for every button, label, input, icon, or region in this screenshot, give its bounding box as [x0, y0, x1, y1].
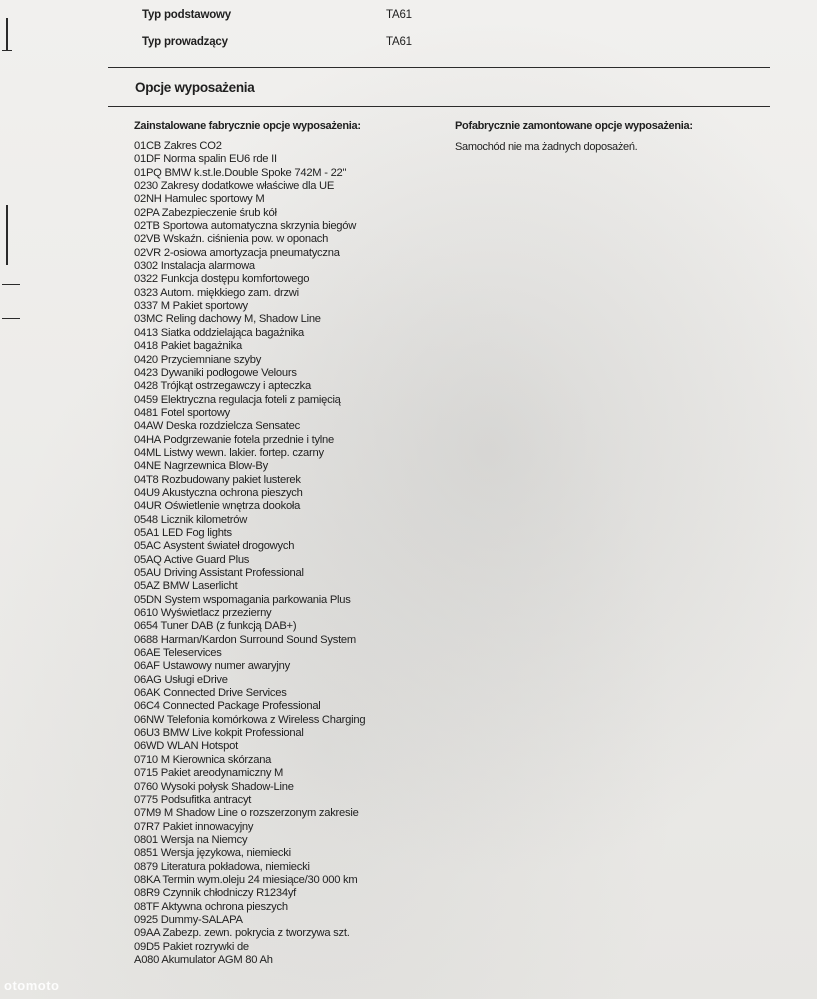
- option-code: 04AW: [134, 420, 164, 433]
- option-code: 0879: [134, 860, 158, 873]
- option-code: 08KA: [134, 873, 160, 886]
- option-item: [134, 781, 434, 794]
- option-code: 03MC: [134, 313, 163, 326]
- option-code: 0302: [134, 260, 158, 273]
- option-item: [134, 167, 434, 180]
- option-description: Deska rozdzielcza Sensatec: [165, 420, 300, 433]
- option-description: Podgrzewanie fotela przednie i tylne: [163, 433, 334, 446]
- option-item: [134, 233, 434, 246]
- option-description: Wskaźn. ciśnienia pow. w oponach: [163, 233, 329, 246]
- option-description: 2-osiowa amortyzacja pneumatyczna: [163, 246, 340, 259]
- option-code: 05AZ: [134, 580, 160, 593]
- option-code: 02TB: [134, 220, 160, 233]
- option-code: 0337: [134, 300, 158, 313]
- option-item: [134, 514, 434, 527]
- option-item: [134, 287, 434, 300]
- option-code: 05AC: [134, 540, 161, 553]
- option-description: WLAN Hotspot: [166, 740, 238, 753]
- aftermarket-options-heading: Pofabrycznie zamontowane opcje wyposażenia:: [455, 120, 693, 132]
- option-description: Reling dachowy M, Shadow Line: [165, 313, 321, 326]
- option-code: 04NE: [134, 460, 161, 473]
- option-description: Norma spalin EU6 rde II: [163, 153, 277, 166]
- option-description: Pakiet bagażnika: [160, 340, 242, 353]
- factory-options-heading: Zainstalowane fabrycznie opcje wyposażenia:: [134, 120, 361, 132]
- option-description: Listwy wewn. lakier. fortep. czarny: [163, 446, 324, 459]
- option-item: [134, 607, 434, 620]
- option-code: 01CB: [134, 140, 161, 152]
- option-code: 06WD: [134, 740, 165, 753]
- option-item: [134, 153, 434, 166]
- section-title: Opcje wyposażenia: [135, 80, 255, 95]
- option-item: [134, 754, 434, 767]
- option-description: Podsufitka antracyt: [160, 793, 252, 806]
- option-description: Akumulator AGM 80 Ah: [161, 953, 273, 966]
- option-code: 0610: [134, 607, 158, 620]
- option-code: 07M9: [134, 807, 161, 820]
- option-description: Asystent świateł drogowych: [163, 540, 295, 553]
- option-description: M Shadow Line o rozszerzonym zakresie: [163, 807, 359, 820]
- option-item: [134, 954, 434, 967]
- option-item: [134, 394, 434, 407]
- option-item: [134, 620, 434, 633]
- option-item: [134, 794, 434, 807]
- option-code: 05DN: [134, 593, 162, 606]
- option-code: 0775: [134, 793, 158, 806]
- option-item: [134, 647, 434, 660]
- option-item: [134, 140, 434, 153]
- option-description: Fotel sportowy: [160, 406, 230, 419]
- option-code: A080: [134, 953, 160, 966]
- option-code: 04ML: [134, 446, 161, 459]
- option-item: [134, 193, 434, 206]
- option-description: Ustawowy numer awaryjny: [162, 660, 290, 673]
- option-item: [134, 901, 434, 914]
- option-code: 05A1: [134, 526, 160, 539]
- option-description: Wersja na Niemcy: [160, 833, 248, 846]
- margin-mark: [6, 18, 8, 50]
- option-item: [134, 367, 434, 380]
- option-item: [134, 487, 434, 500]
- option-item: [134, 247, 434, 260]
- option-item: [134, 474, 434, 487]
- option-description: Zabezpieczenie śrub kół: [161, 206, 277, 219]
- option-code: 05AQ: [134, 553, 162, 566]
- option-description: Przyciemniane szyby: [160, 353, 262, 366]
- option-code: 06AK: [134, 687, 161, 700]
- option-item: [134, 847, 434, 860]
- option-description: Connected Package Professional: [162, 700, 321, 713]
- option-code: 0418: [134, 340, 158, 353]
- option-code: 0323: [134, 286, 158, 299]
- option-code: 0851: [134, 847, 158, 860]
- option-code: 04UR: [134, 500, 162, 513]
- option-description: Oświetlenie wnętrza dookoła: [164, 500, 301, 513]
- option-item: [134, 807, 434, 820]
- option-item: [134, 300, 434, 313]
- option-item: [134, 767, 434, 780]
- option-item: [134, 834, 434, 847]
- lead-type-label: Typ prowadzący: [142, 36, 228, 48]
- option-description: Autom. miękkiego zam. drzwi: [160, 286, 299, 299]
- base-type-label: Typ podstawowy: [142, 9, 231, 21]
- option-description: Dywaniki podłogowe Velours: [160, 366, 297, 379]
- option-item: [134, 580, 434, 593]
- option-code: 02NH: [134, 193, 162, 206]
- option-description: Funkcja dostępu komfortowego: [160, 273, 310, 286]
- margin-mark: [6, 205, 8, 265]
- option-item: [134, 527, 434, 540]
- option-code: 0230: [134, 180, 158, 193]
- option-code: 0925: [134, 913, 158, 926]
- option-description: M Kierownica skórzana: [160, 753, 272, 766]
- option-code: 04U9: [134, 486, 160, 499]
- option-item: [134, 821, 434, 834]
- option-description: Wysoki połysk Shadow-Line: [160, 780, 294, 793]
- watermark: otomoto: [4, 978, 60, 993]
- option-description: BMW Live kokpit Professional: [162, 727, 304, 740]
- option-item: [134, 460, 434, 473]
- option-item: [134, 180, 434, 193]
- option-code: 08R9: [134, 887, 160, 900]
- option-description: Elektryczna regulacja foteli z pamięcią: [160, 393, 341, 406]
- option-code: 0481: [134, 406, 158, 419]
- option-code: 05AU: [134, 567, 161, 579]
- option-code: 0322: [134, 273, 158, 286]
- option-code: 08TF: [134, 900, 160, 913]
- margin-mark: [2, 284, 20, 285]
- section-rule-bottom: [108, 106, 770, 107]
- option-item: [134, 727, 434, 740]
- option-item: [134, 887, 434, 900]
- option-description: Teleservices: [163, 647, 222, 660]
- option-code: 07R7: [134, 820, 160, 833]
- option-description: Sportowa automatyczna skrzynia biegów: [162, 220, 357, 233]
- option-item: [134, 447, 434, 460]
- option-code: 0801: [134, 833, 158, 846]
- option-description: Aktywna ochrona pieszych: [161, 900, 288, 913]
- option-description: M Pakiet sportowy: [160, 300, 248, 313]
- option-item: [134, 327, 434, 340]
- option-item: [134, 674, 434, 687]
- option-item: [134, 554, 434, 567]
- option-description: Zakres CO2: [163, 140, 222, 152]
- option-item: [134, 874, 434, 887]
- option-code: 0760: [134, 780, 158, 793]
- option-item: [134, 340, 434, 353]
- option-code: 0420: [134, 353, 158, 366]
- lead-type-value: TA61: [386, 36, 412, 48]
- option-description: Nagrzewnica Blow-By: [163, 460, 268, 473]
- section-rule-top: [108, 67, 770, 68]
- option-code: 0459: [134, 393, 158, 406]
- option-item: [134, 634, 434, 647]
- option-code: 06C4: [134, 700, 160, 713]
- option-item: [134, 594, 434, 607]
- aftermarket-options-text: Samochód nie ma żadnych doposażeń.: [455, 141, 638, 153]
- option-item: [134, 927, 434, 940]
- option-item: [134, 420, 434, 433]
- option-description: Instalacja alarmowa: [160, 260, 255, 273]
- option-code: 0710: [134, 753, 158, 766]
- option-item: [134, 434, 434, 447]
- option-code: 09AA: [134, 927, 160, 940]
- option-code: 06AG: [134, 673, 162, 686]
- option-item: [134, 207, 434, 220]
- option-item: [134, 407, 434, 420]
- option-description: BMW k.st.le.Double Spoke 742M - 22": [164, 166, 347, 179]
- option-description: Termin wym.oleju 24 miesiące/30 000 km: [162, 873, 358, 886]
- option-item: [134, 714, 434, 727]
- option-item: [134, 220, 434, 233]
- option-item: [134, 273, 434, 286]
- option-description: Pakiet innowacyjny: [162, 820, 254, 833]
- option-code: 0428: [134, 380, 158, 393]
- option-code: 02VB: [134, 233, 161, 246]
- option-description: Zabezp. zewn. pokrycia z tworzywa szt.: [162, 927, 350, 940]
- option-description: Active Guard Plus: [163, 553, 250, 566]
- option-description: Siatka oddzielająca bagażnika: [160, 326, 305, 339]
- option-description: Driving Assistant Professional: [163, 567, 304, 579]
- option-item: [134, 540, 434, 553]
- option-item: [134, 313, 434, 326]
- option-item: [134, 260, 434, 273]
- option-description: Pakiet areodynamiczny M: [160, 767, 284, 780]
- option-item: [134, 941, 434, 954]
- option-code: 02VR: [134, 246, 161, 259]
- option-code: 0423: [134, 366, 158, 379]
- option-item: [134, 700, 434, 713]
- option-code: 06U3: [134, 727, 160, 740]
- option-code: 01PQ: [134, 166, 162, 179]
- option-description: Harman/Kardon Surround Sound System: [160, 633, 356, 646]
- option-item: [134, 567, 434, 580]
- option-code: 02PA: [134, 206, 159, 219]
- option-item: [134, 660, 434, 673]
- option-code: 04HA: [134, 433, 161, 446]
- option-description: Rozbudowany pakiet lusterek: [161, 473, 301, 486]
- option-code: 06AE: [134, 647, 161, 660]
- option-description: Usługi eDrive: [164, 673, 228, 686]
- option-code: 09D5: [134, 940, 160, 953]
- option-description: Licznik kilometrów: [160, 513, 248, 526]
- factory-options-list: [134, 140, 434, 967]
- option-description: Wyświetlacz przezierny: [160, 607, 272, 620]
- option-item: [134, 861, 434, 874]
- option-item: [134, 914, 434, 927]
- option-description: Wersja językowa, niemiecki: [160, 847, 291, 860]
- option-description: Zakresy dodatkowe właściwe dla UE: [160, 180, 335, 193]
- option-item: [134, 354, 434, 367]
- option-description: Trójkąt ostrzegawczy i apteczka: [160, 380, 311, 393]
- option-code: 0715: [134, 767, 158, 780]
- option-item: [134, 740, 434, 753]
- option-code: 0413: [134, 326, 158, 339]
- option-description: Czynnik chłodniczy R1234yf: [162, 887, 297, 900]
- option-item: [134, 380, 434, 393]
- option-description: BMW Laserlicht: [162, 580, 238, 593]
- base-type-value: TA61: [386, 9, 412, 21]
- option-code: 0548: [134, 513, 158, 526]
- option-description: Pakiet rozrywki de: [162, 940, 249, 953]
- option-description: Literatura pokładowa, niemiecki: [160, 860, 310, 873]
- option-code: 04T8: [134, 473, 159, 486]
- option-description: Dummy-SALAPA: [160, 913, 243, 926]
- option-description: LED Fog lights: [162, 526, 232, 539]
- option-description: Connected Drive Services: [163, 687, 287, 700]
- option-description: Hamulec sportowy M: [164, 193, 265, 206]
- option-code: 0688: [134, 633, 158, 646]
- option-code: 01DF: [134, 153, 161, 166]
- option-code: 0654: [134, 620, 158, 633]
- option-description: Telefonia komórkowa z Wireless Charging: [166, 713, 366, 726]
- margin-mark: [2, 318, 20, 319]
- option-code: 06NW: [134, 713, 165, 726]
- margin-mark: [2, 50, 12, 51]
- option-description: Tuner DAB (z funkcją DAB+): [160, 620, 297, 633]
- option-item: [134, 687, 434, 700]
- option-description: System wspomagania parkowania Plus: [164, 593, 351, 606]
- option-code: 06AF: [134, 660, 160, 673]
- option-item: [134, 500, 434, 513]
- option-description: Akustyczna ochrona pieszych: [162, 486, 303, 499]
